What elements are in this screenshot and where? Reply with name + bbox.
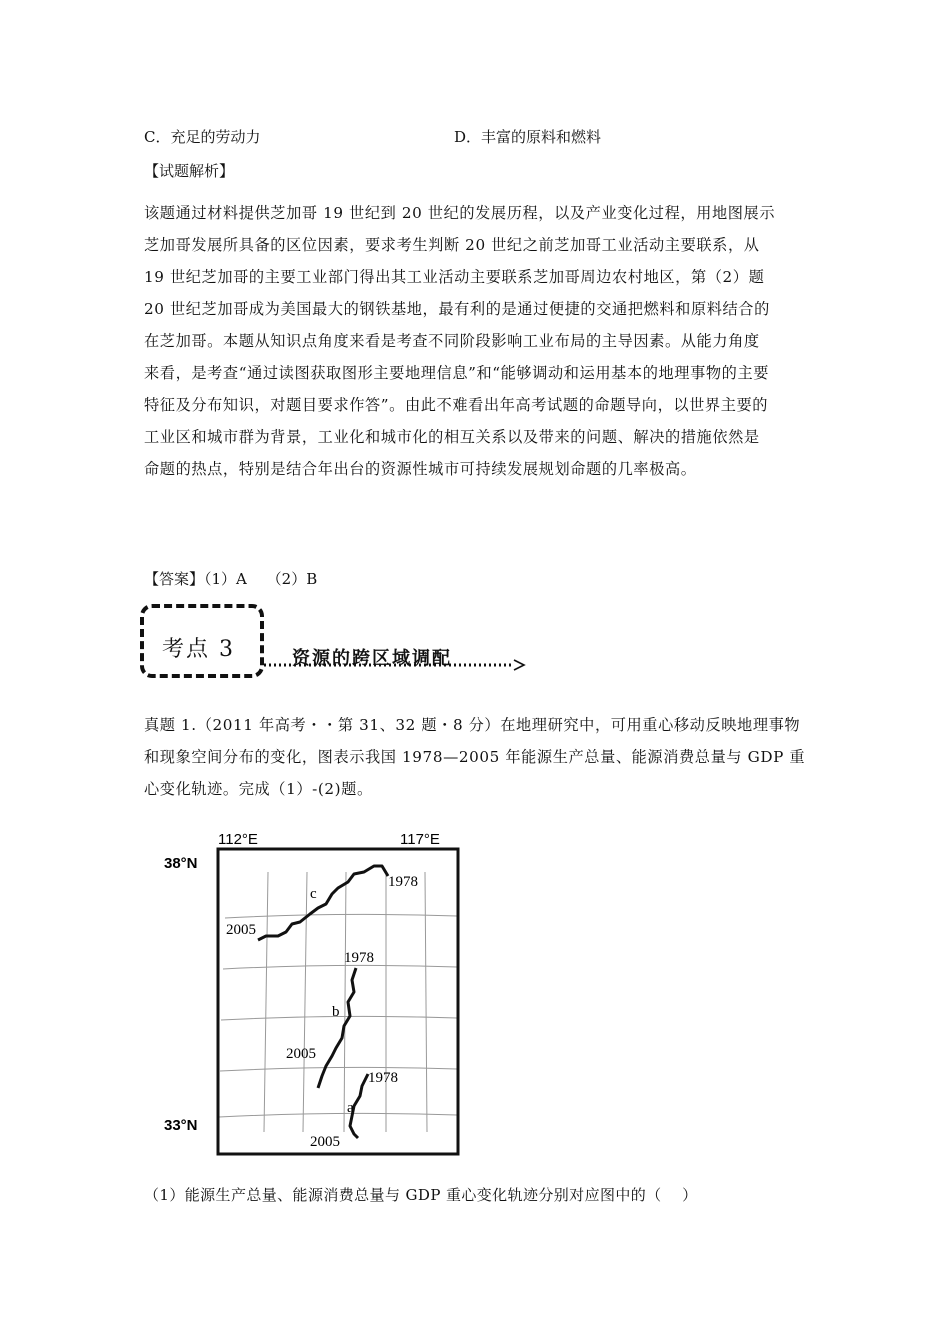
question-line: 心变化轨迹。完成（1）-(2)题。 [144, 780, 373, 798]
analysis-line: 20 世纪芝加哥成为美国最大的钢铁基地，最有利的是通过便捷的交通把燃料和原料结合的 [144, 300, 770, 318]
lon-right-label: 117°E [400, 832, 440, 848]
track-c-start-year: 1978 [388, 874, 418, 890]
track-b-label: b [332, 1004, 340, 1020]
sub-question-1: （1）能源生产总量、能源消费总量与 GDP 重心变化轨迹分别对应图中的（ ） [144, 1186, 698, 1204]
option-c: C．充足的劳动力 [144, 128, 261, 146]
lat-bottom-label: 33°N [164, 1117, 198, 1134]
section-badge [140, 604, 264, 678]
section-title: 资源的跨区域调配 [292, 648, 452, 669]
track-a-end-year: 2005 [310, 1134, 340, 1150]
map-frame [218, 849, 458, 1154]
track-c-label: c [310, 886, 317, 902]
track-b-start-year: 1978 [344, 950, 374, 966]
answer-line: 【答案】（1）A （2）B [144, 570, 318, 588]
analysis-heading: 【试题解析】 [144, 162, 235, 180]
analysis-line: 19 世纪芝加哥的主要工业部门得出其工业活动主要联系芝加哥周边农村地区，第（2）题 [144, 268, 765, 286]
section-badge-label: 考点 3 [162, 637, 235, 662]
analysis-line: 工业区和城市群为背景，工业化和城市化的相互关系以及带来的问题、解决的措施依然是 [144, 428, 760, 446]
analysis-line: 该题通过材料提供芝加哥 19 世纪到 20 世纪的发展历程，以及产业变化过程，用地图展示 [144, 204, 776, 222]
analysis-line: 命题的热点，特别是结合年出台的资源性城市可持续发展规划命题的几率极高。 [144, 460, 697, 478]
analysis-line: 来看，是考查“通过读图获取图形主要地理信息”和“能够调动和运用基本的地理事物的主要 [144, 364, 770, 382]
question-line: 真题 1.（2011 年高考・・第 31、32 题・8 分）在地理研究中，可用重心移动反映地理事物 [144, 716, 801, 734]
track-a-label: a [347, 1100, 354, 1116]
centroid-map [150, 832, 480, 1172]
map-grid [219, 872, 457, 1132]
question-stem [144, 709, 805, 805]
option-d: D．丰富的原料和燃料 [454, 128, 602, 146]
track-b [318, 968, 356, 1088]
track-a-start-year: 1978 [368, 1070, 398, 1086]
track-c [258, 866, 388, 940]
track-c-end-year: 2005 [226, 922, 256, 938]
analysis-body [144, 197, 775, 485]
lat-top-label: 38°N [164, 855, 198, 872]
analysis-line: 在芝加哥。本题从知识点角度来看是考查不同阶段影响工业布局的主导因素。从能力角度 [144, 332, 760, 350]
section-dotted-arrow [262, 658, 530, 672]
question-line: 和现象空间分布的变化，图表示我国 1978—2005 年能源生产总量、能源消费总量与 GDP 重 [144, 748, 806, 766]
analysis-line: 特征及分布知识，对题目要求作答”。由此不难看出年高考试题的命题导向，以世界主要的 [144, 396, 769, 414]
analysis-line: 芝加哥发展所具备的区位因素，要求考生判断 20 世纪之前芝加哥工业活动主要联系，从 [144, 236, 760, 254]
lon-left-label: 112°E [218, 832, 258, 848]
track-b-end-year: 2005 [286, 1046, 316, 1062]
